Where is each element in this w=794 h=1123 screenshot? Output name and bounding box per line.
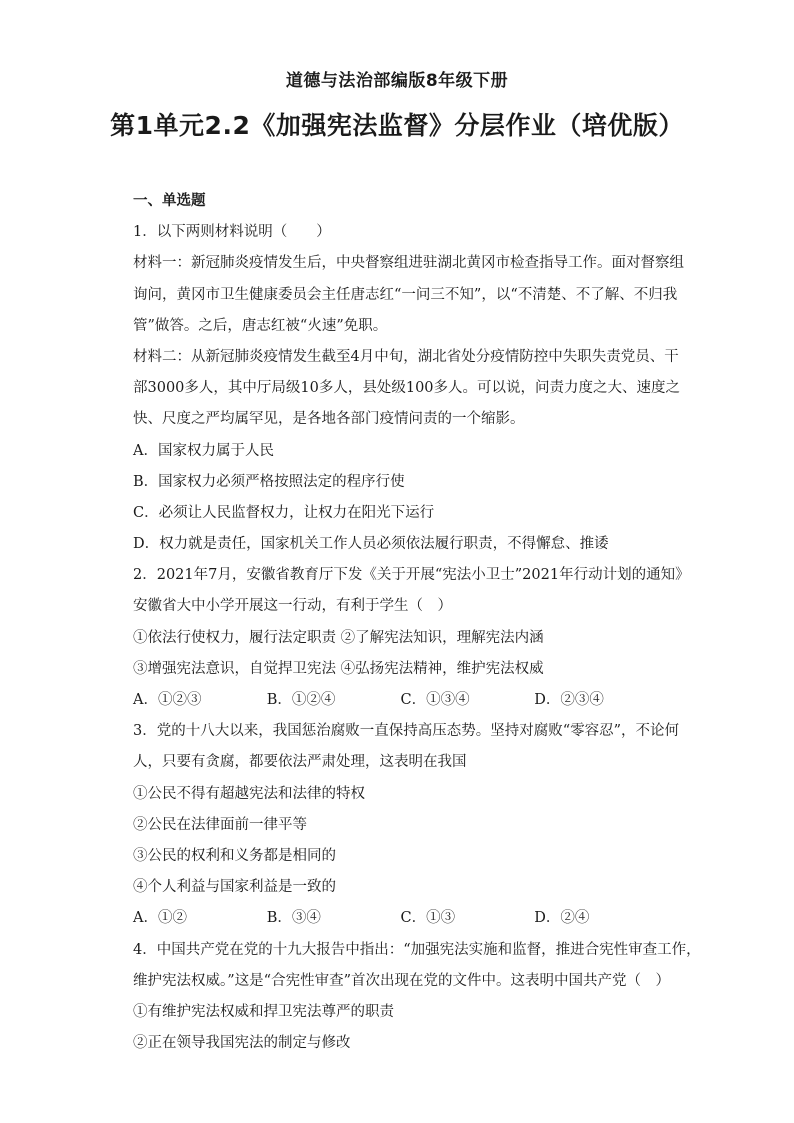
option-d: D．②④ <box>534 910 590 927</box>
option-a: A．①②③ <box>133 692 202 708</box>
options-row <box>133 685 668 716</box>
material-line: 快、尺度之严均属罕见，是各地各部门疫情问责的一个缩影。 <box>133 411 525 428</box>
statement-line: ②正在领导我国宪法的制定与修改 <box>133 1035 351 1052</box>
question-stem: 1．以下两则材料说明（ ） <box>133 224 331 241</box>
question-stem: 人，只要有贪腐，都要依法严肃处理，这表明在我国 <box>133 754 467 771</box>
statement-line: ①公民不得有超越宪法和法律的特权 <box>133 785 365 802</box>
statement-line: ③增强宪法意识，自觉捍卫宪法 ④弘扬宪法精神，维护宪法权威 <box>133 660 544 677</box>
question-stem: 4．中国共产党在党的十九大报告中指出：“加强宪法实施和监督，推进合宪性审查工作， <box>133 941 701 958</box>
statement-line: ③公民的权利和义务都是相同的 <box>133 847 336 864</box>
statement-line: ②公民在法律面前一律平等 <box>133 816 307 833</box>
statement-line: ①有维护宪法权威和捍卫宪法尊严的职责 <box>133 1003 394 1020</box>
options-row <box>133 903 668 934</box>
question-stem: 2．2021年7月，安徽省教育厅下发《关于开展“宪法小卫士”2021年行动计划的通知》 <box>133 567 690 584</box>
document-subtitle: 道德与法治部编版8年级下册 <box>285 71 509 91</box>
option-b: B．国家权力必须严格按照法定的程序行使 <box>133 473 405 490</box>
question-1 <box>133 217 684 560</box>
question-stem: 3．党的十八大以来，我国惩治腐败一直保持高压态势。坚持对腐败“零容忍”，不论何 <box>133 723 680 740</box>
option-c: C．必须让人民监督权力，让权力在阳光下运行 <box>133 504 435 521</box>
material-line: 材料一：新冠肺炎疫情发生后，中央督察组进驻湖北黄冈市检查指导工作。面对督察组 <box>133 255 684 272</box>
question-stem: 安徽省大中小学开展这一行动，有利于学生（ ） <box>133 598 452 615</box>
section-heading: 一、单选题 <box>133 193 206 209</box>
material-line: 询问，黄冈市卫生健康委员会主任唐志红“一问三不知”，以“不清楚、不了解、不归我 <box>133 286 678 303</box>
option-a: A．国家权力属于人民 <box>133 442 274 459</box>
option-a: A．①② <box>133 910 187 927</box>
material-line: 管”做答。之后，唐志红被“火速”免职。 <box>133 317 388 334</box>
option-b: B．①②④ <box>266 692 336 708</box>
option-c: C．①③④ <box>400 692 470 708</box>
material-line: 材料二：从新冠肺炎疫情发生截至4月中旬，湖北省处分疫情防控中失职失责党员、干 <box>133 348 679 365</box>
document-title: 第1单元2.2《加强宪法监督》分层作业（培优版） <box>110 111 684 140</box>
option-b: B．③④ <box>266 910 321 927</box>
option-d: D．权力就是责任，国家机关工作人员必须依法履行职责，不得懈怠、推诿 <box>133 536 609 553</box>
question-stem: 维护宪法权威。”这是“合宪性审查”首次出现在党的文件中。这表明中国共产党（ ） <box>133 972 670 989</box>
option-d: D．②③④ <box>534 692 604 708</box>
question-3 <box>133 716 680 934</box>
statement-line: ①依法行使权力，履行法定职责 ②了解宪法知识，理解宪法内涵 <box>133 629 544 646</box>
material-line: 部3000多人，其中厅局级10多人，县处级100多人。可以说，问责力度之大、速度之 <box>133 380 681 397</box>
question-4 <box>133 935 701 1060</box>
question-2 <box>133 560 690 716</box>
document-body <box>133 186 701 1059</box>
statement-line: ④个人利益与国家利益是一致的 <box>133 879 336 896</box>
option-c: C．①③ <box>400 910 456 927</box>
